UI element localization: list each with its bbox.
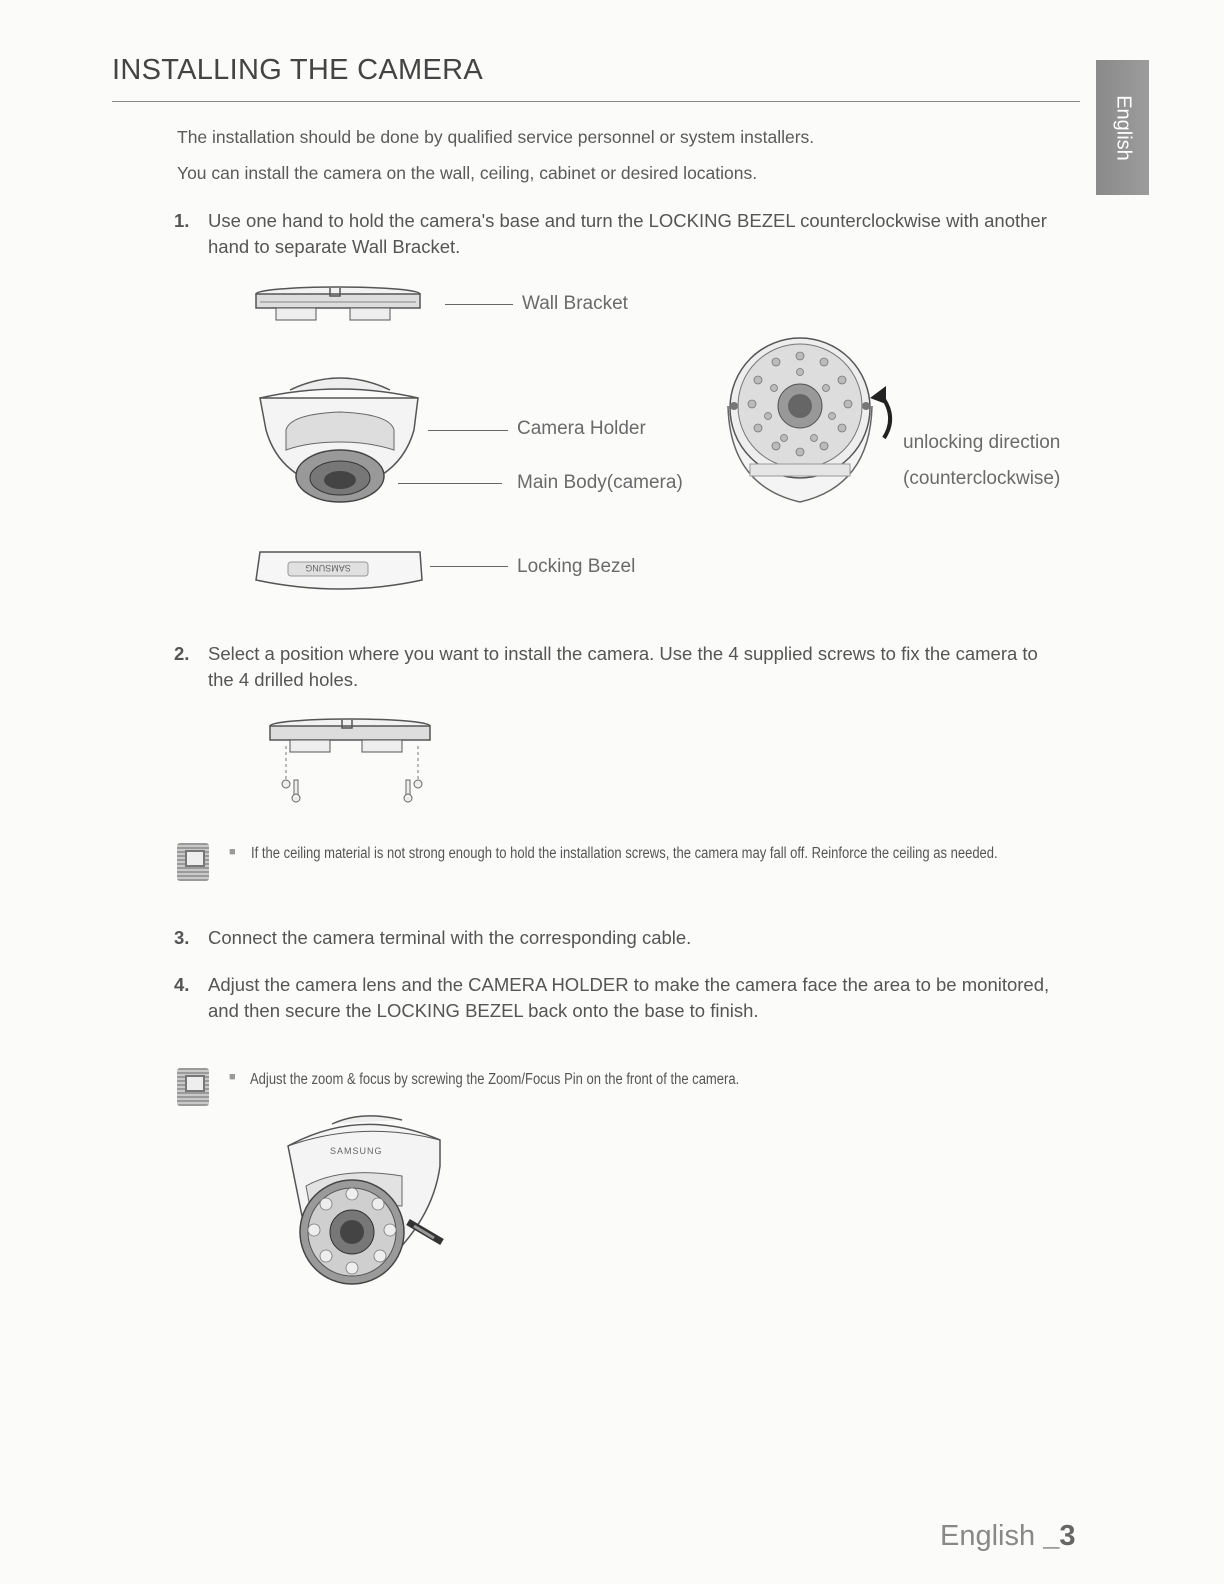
dome-camera-drawing	[260, 378, 418, 502]
note-1-text: If the ceiling material is not strong enough to hold the installation screws, the camera may fall off. Reinforce the ceiling as needed.	[251, 845, 998, 862]
step-3	[174, 925, 1054, 951]
step-number: 2.	[174, 643, 190, 664]
step-text: Select a position where you want to install the camera. Use the 4 supplied screws to fix the camera to the 4 drilled holes.	[208, 643, 1038, 690]
step-4	[174, 972, 1054, 1024]
footer-language: English	[940, 1520, 1036, 1552]
step-number: 4.	[174, 974, 190, 995]
camera-holder-leader	[428, 430, 508, 431]
bracket-screws-illustration	[262, 712, 442, 808]
intro-line-1: The installation should be done by qualified service personnel or system installers.	[177, 127, 815, 147]
screw-left	[282, 780, 300, 802]
page-title: INSTALLING THE CAMERA	[112, 54, 484, 86]
camera-parts-illustration	[250, 280, 430, 610]
note-bullet: ■	[229, 846, 236, 858]
label-wall-bracket: Wall Bracket	[522, 293, 628, 314]
step-number: 3.	[174, 927, 190, 948]
zoom-focus-pin-illustration	[282, 1106, 462, 1288]
label-locking-bezel: Locking Bezel	[517, 556, 636, 577]
intro-line-2: You can install the camera on the wall, ceiling, cabinet or desired locations.	[177, 163, 758, 183]
main-body-leader	[398, 483, 502, 484]
wall-bracket-leader	[445, 304, 513, 305]
step-2	[174, 641, 1054, 693]
label-unlocking-direction: unlocking direction	[903, 432, 1061, 453]
label-counterclockwise: (counterclockwise)	[903, 468, 1061, 489]
locking-bezel-drawing	[256, 552, 422, 589]
language-tab	[1096, 60, 1149, 195]
screw-right	[404, 780, 422, 802]
note-2-text: Adjust the zoom & focus by screwing the Zoom/Focus Pin on the front of the camera.	[250, 1071, 740, 1088]
step-text: Connect the camera terminal with the corresponding cable.	[208, 927, 692, 948]
camera-brand-text: SAMSUNG	[330, 1146, 383, 1156]
bezel-brand-text: SAMSUNG	[305, 563, 351, 573]
note-icon	[177, 1068, 209, 1106]
step-number: 1.	[174, 210, 190, 231]
locking-bezel-leader	[430, 566, 508, 567]
camera-front-view-illustration	[720, 326, 920, 516]
label-main-body: Main Body(camera)	[517, 472, 683, 493]
page-number: _3	[1043, 1520, 1076, 1552]
step-text: Use one hand to hold the camera's base and turn the LOCKING BEZEL counterclockwise with another hand to separate Wall Bracket.	[208, 210, 1047, 257]
label-camera-holder: Camera Holder	[517, 418, 646, 439]
note-icon	[177, 843, 209, 881]
language-tab-label: English	[1112, 94, 1134, 161]
step-text: Adjust the camera lens and the CAMERA HOLDER to make the camera face the area to be monitored, and then secure the LOCKING BEZEL back onto the base to finish.	[208, 974, 1050, 1021]
title-divider	[112, 101, 1080, 102]
note-bullet: ■	[229, 1071, 236, 1083]
step-1	[174, 208, 1054, 260]
page-footer	[940, 1520, 1075, 1553]
wall-bracket-drawing	[256, 287, 420, 320]
